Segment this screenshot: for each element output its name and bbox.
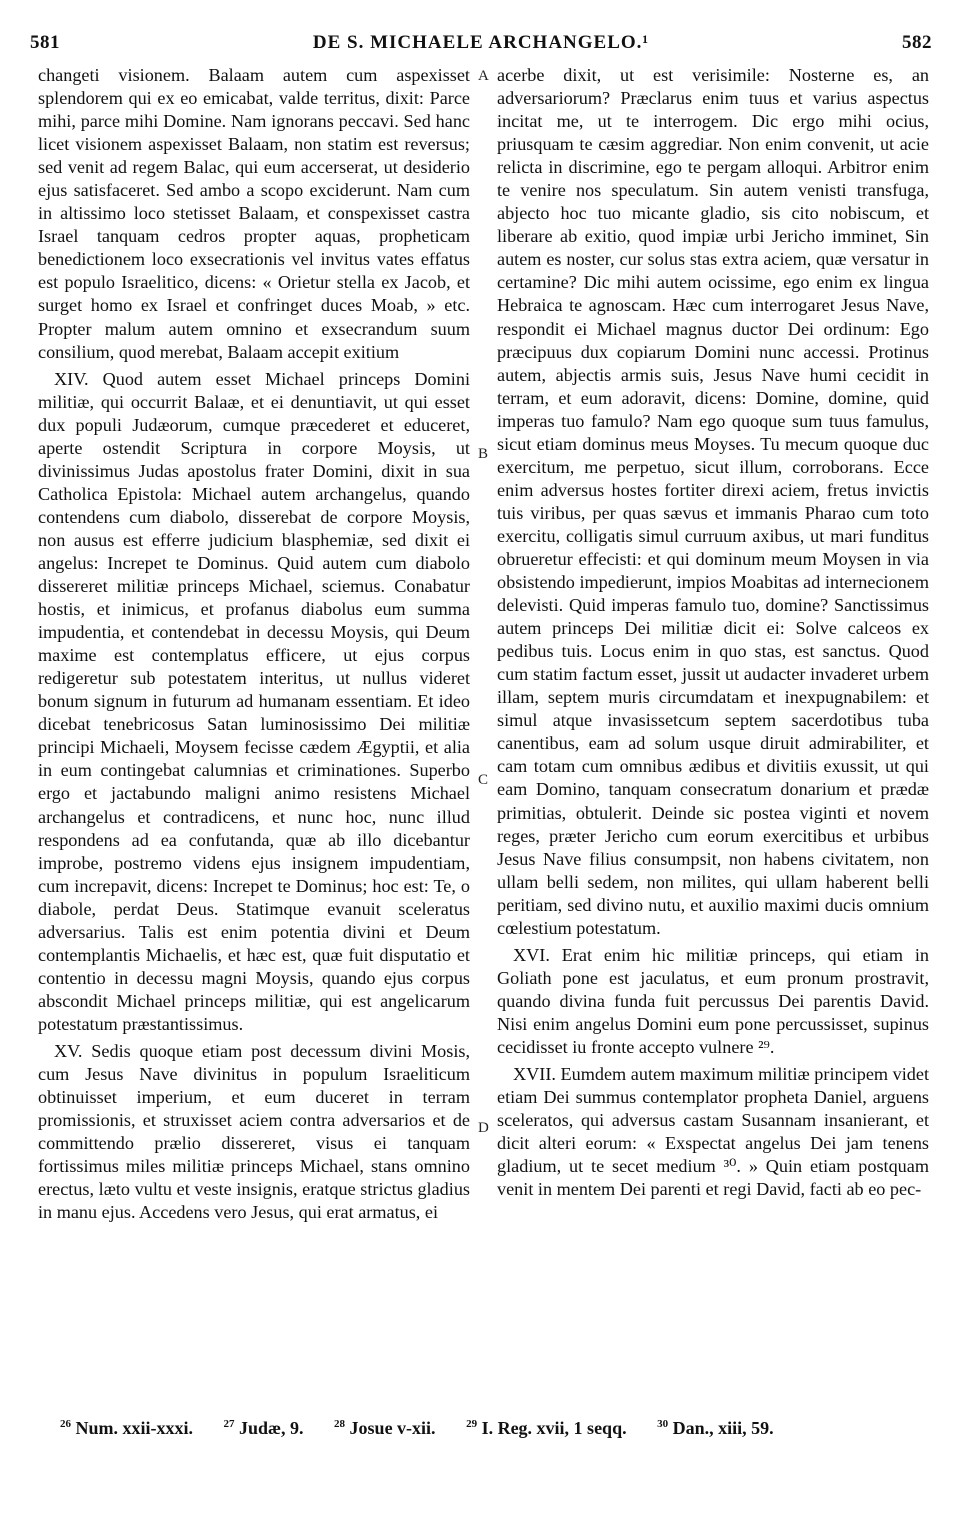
- footnote-number: 28: [334, 1418, 346, 1430]
- paragraph-continuation-right: acerbe dixit, ut est verisimile: Nosterne es, an adversariorum? Præclarus enim tuus et varius aspectus incitat me, ut te interrogem. Dic ergo mihi ocius, priusquam te cæsim aggrediar. Non enim convenit, ut acie relicta in discrimine, ego te pergam alloqui. Arbitror enim te venire nos speculatum. Sin autem venisti transfuga, abjecto hoc tuo micante gladio, sis cito nobiscum, et liberare ab exitio, quod impiæ urbi Jericho imminet, Sin autem es noster, cur solus stas extra aciem, quæ versatur in certamine? Dic mihi autem ocissime, ego enim ex lingua Hebraica te agnoscam. Hæc cum interrogaret Jesus Nave, respondit ei Michael magnus ductor Dei ordinum: Ego præcipuus dux copiarum Domini nunc accessi. Protinus autem, abjectis armis suis, Jesus Nave humi cecidit in terram, et eum adoravit, dicens: Domine, domine, quid imperas tuo famulo? Nam ego quoque sum tuus famulus, sicut etiam dominus meus Moyses. Tu mecum quoque duc exercitum, me perpetuo, sicut illum, corroborans. Ecce enim adversus hostes fortiter direxi aciem, fretus invictis tuis viribus, per quas sævus et immanis Pharao cum toto exercitu, colligatis simul curruum axibus, ut mari funditus obrueretur effecisti: et qui dominum meum Moysen in via obsistendo impedierunt, impios Moabitas ad internecionem delevisti. Quid imperas famulo tuo, domine? Sanctissimus autem princeps Dei militiæ dicit ei: Solve calceos ex pedibus tuis. Locus enim in quo stas, est sanctus. Quod cum statim factum esset, jussit ut audacter invaderet urbem illam, septem muris circumdatam et inexpugnabilem: et simul atque invasissetcum septem sacerdotibus tuba canentibus, eam ad solum usque diruit admirabiliter, et cam totam cum omnibus ædibus et divitiis exussit, ut qui eam Domino, tanquam consecratum donarium et prædæ primitias, obtulerit. Deinde sic postea viginti et novem reges, præter Jericho cum eorum exercitibus et urbibus Jesus Nave filius consumpsit, non habens civitatem, non ullam belli sedem, non milites, qui ullam haberent belli peritiam, sed divino nutu, et auxilio maximi ducis omnium cœlestium potestatum.: [497, 65, 929, 938]
- footnote-26: [60, 1418, 193, 1439]
- footnote-28: [334, 1418, 436, 1439]
- footnote-number: 29: [466, 1418, 478, 1430]
- right-column: [497, 64, 929, 1205]
- footnote-27: [224, 1418, 304, 1439]
- footnote-number: 26: [60, 1418, 71, 1430]
- paragraph-xiv: XIV. Quod autem esset Michael princeps Domini militiæ, qui occurrit Balaæ, et ei denuntiavit, ut qui esset dux populi Judæorum, cumque præcederet et educeret, aperte ostendit Scriptura in corpore Moysis, ut divinissimus Judas apostolus frater Domini, dixit in sua Catholica Epistola: Michael autem archangelus, quando contendens cum diabolo, disserebat de corpore Moysis, non ausus est efferre judicium blasphemiæ, sed dixit ei angelus: Increpet te Dominus. Quid autem cum diabolo dissereret militiæ princeps Michael, sciemus. Conabatur hostis, et inimicus, et profanus diabolus eum summa impudentia, et contendebat in decessu Moysis, qui Deum maxime est contemplatus efficere, ut ejus corpus redigeretur sub potestatem interitus, ut nullus videret bonum signum in futurum ad humanam essentiam. Et ideo dicebat tenebricosus Satan luminosissimo Dei militiæ principi Michaeli, Moysem fecisse cædem Ægyptii, et alia in eum contingebat calumnias et criminationes. Superbo ergo et jactabundo maligni animo resistens Michael archangelus et contradicens, et nunc hoc, nunc illud respondens ad ea confutanda, quæ ab illo dicebantur improbe, postremo videns ejus insignem impudentiam, cum increpavit, dicens: Increpet te Dominus; hoc est: Te, o diabole, perdat Deus. Statimque evanuit sceleratus adversarius. Talis est enim potentia divini et Deum contemplantis Michaelis, et hæc est, quæ fuit disputatio et contentio in decessu magni Moysis, quando ejus corpus abscondit Michael princeps militiæ, qui est angelicarum potestatum præstantissimus.: [38, 368, 470, 1034]
- footnote-text: Num. xxii-xxxi.: [75, 1418, 194, 1438]
- footnote-text: Dan., xiii, 59.: [672, 1418, 774, 1438]
- paragraph-xvii: XVII. Eumdem autem maximum militiæ principem videt etiam Dei summus contemplator propheta Daniel, arguens sceleratos, qui adversus castam Susannam insanierant, et dicit alteri eorum: « Exspectat angelus Dei jam tenens gladium, ut te secet medium ³⁰. » Quin etiam postquam venit in mentem Dei parenti et regi David, facti ab eo pec-: [497, 1064, 929, 1200]
- footnote-number: 27: [223, 1418, 235, 1430]
- paragraph-xv: XV. Sedis quoque etiam post decessum divini Mosis, cum Jesus Nave divinitus in populum Israeliticum obtinuisset imperium, et eum duceret in terram promissionis, et struxisset aciem contra adversarios et de committendo prælio dissereret, visus ei tanquam fortissimus miles militiæ princeps Michael, stans omnino erectus, læto vultu et veste insignis, eratque strictus gladius in manu ejus. Accedens vero Jesus, qui erat armatus, ei: [38, 1040, 470, 1223]
- paragraph-xvi: XVI. Erat enim hic militiæ princeps, qui etiam in Goliath pone est jaculatus, et eum pronum prostravit, quando divina funda fuit percussus Dei parentis David. Nisi enim angelus Domini eum pone percussisset, supinus cecidisset iu fronte accepto vulnere ²⁹.: [497, 944, 929, 1057]
- footnote-number: 30: [657, 1418, 669, 1430]
- paragraph-continuation: changeti visionem. Balaam autem cum aspexisset splendorem qui ex eo emicabat, valde territus, dixit: Parce mihi, parce mihi Domine. Nam ignorans peccavi. Sed hanc licet visionem aspexisset Balaam, non statim est reversus; sed venit ad regem Balac, qui eum accerserat, ut desiderio ejus satisfaceret. Sed ambo a scopo exciderunt. Nam cum in altissimo loco stetisset Balaam, et conspexisset castra Israel tanquam cedros propter aquas, propheticam benedictionem loco exsecrationis vel invitus vates effatus est populo Israelitico, dicens: « Orietur stella ex Jacob, et surget homo ex Israel et confringet duces Moab, » etc. Propter malum autem omnino et exsecrandum suum consilium, quod merebat, Balaam accepit exitium: [38, 65, 470, 362]
- left-column: [38, 64, 470, 1228]
- page-number-right: 582: [902, 32, 932, 53]
- footnotes: [60, 1418, 926, 1439]
- margin-letter-a: A: [478, 68, 489, 84]
- running-head: DE S. MICHAELE ARCHANGELO.¹: [312, 32, 650, 53]
- footnote-30: [657, 1418, 774, 1439]
- footnote-text: Judæ, 9.: [239, 1418, 304, 1438]
- footnote-29: [466, 1418, 627, 1439]
- page-header: [30, 32, 932, 60]
- page-number-left: 581: [30, 32, 60, 53]
- margin-letter-c: C: [478, 772, 489, 788]
- margin-letter-d: D: [478, 1120, 489, 1136]
- footnote-text: Josue v-xii.: [349, 1418, 436, 1438]
- footnote-text: I. Reg. xvii, 1 seqq.: [481, 1418, 627, 1438]
- margin-letter-b: B: [478, 446, 489, 462]
